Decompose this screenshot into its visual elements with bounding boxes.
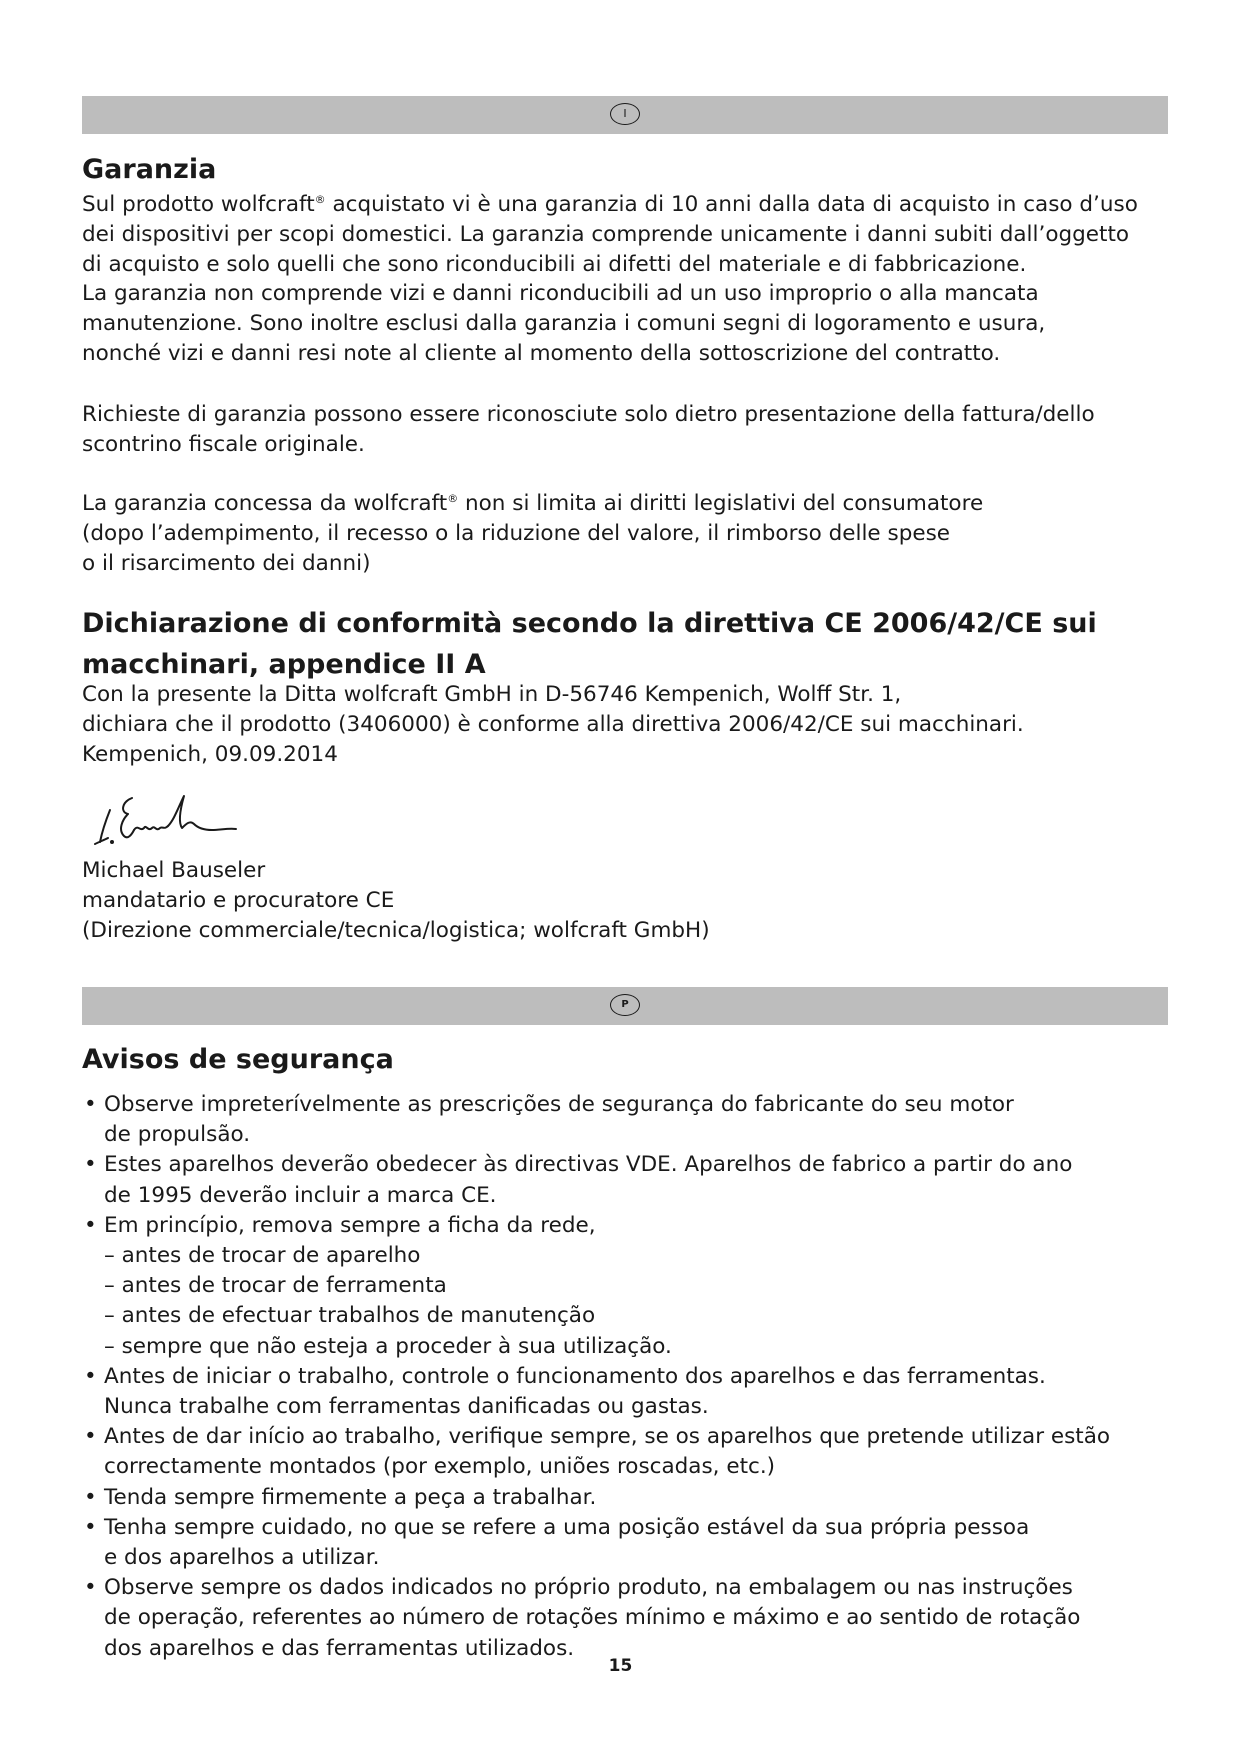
sub-item: – antes de efectuar trabalhos de manutenção	[104, 1303, 596, 1329]
list-item: • Antes de dar início ao trabalho, verifique sempre, se os aparelhos que pretende utilizar estão correctamente montados (por exemplo, uniões roscadas, etc.)	[84, 1424, 1111, 1480]
language-bar-italian	[82, 96, 1168, 134]
sub-item: – sempre que não esteja a proceder à sua utilização.	[104, 1333, 672, 1359]
warranty-paragraph-1	[82, 190, 1182, 369]
text-line: nonché vizi e danni resi note al cliente al momento della sottoscrizione del contratto.	[82, 340, 1001, 366]
text-line: Kempenich, 09.09.2014	[82, 741, 338, 767]
list-item: • Observe impreterívelmente as prescrições de segurança do fabricante do seu motor de propulsão.	[84, 1092, 1014, 1148]
warranty-paragraph-3	[82, 489, 1182, 578]
text-line: dei dispositivi per scopi domestici. La garanzia comprende unicamente i danni subiti dall’oggetto	[82, 221, 1130, 247]
text-line: scontrino fiscale originale.	[82, 431, 365, 457]
sub-item: – antes de trocar de ferramenta	[104, 1273, 447, 1299]
text-line: o il risarcimento dei danni)	[82, 550, 371, 576]
text-line: Richieste di garanzia possono essere riconosciute solo dietro presentazione della fattura/dello	[82, 402, 1095, 427]
safety-bullet-list	[82, 1090, 1182, 1664]
text-line: Con la presente la Ditta wolfcraft GmbH in D-56746 Kempenich, Wolff Str. 1,	[82, 682, 902, 707]
list-item: • Observe sempre os dados indicados no próprio produto, na embalagem ou nas instruções de operação, referentes ao número de rotações mínimo e máximo e ao sentido de rotação dos aparelhos e das ferramentas utilizados.	[84, 1575, 1081, 1661]
language-badge: P	[610, 994, 640, 1016]
signature-image	[92, 790, 242, 850]
list-item: • Antes de iniciar o trabalho, controle o funcionamento dos aparelhos e das ferramentas. Nunca trabalhe com ferramentas danificadas ou gastas.	[84, 1363, 1046, 1420]
language-badge: I	[610, 103, 640, 125]
text-line: di acquisto e solo quelli che sono riconducibili ai difetti del materiale e di fabbricazione.	[82, 251, 1027, 277]
warranty-paragraph-2	[82, 400, 1182, 460]
safety-title: Avisos de segurança	[82, 1044, 394, 1075]
text-line: (dopo l’adempimento, il recesso o la riduzione del valore, il rimborso delle spese	[82, 520, 950, 546]
signatory-role: mandatario e procuratore CE	[82, 887, 395, 913]
text-line: manutenzione. Sono inoltre esclusi dalla garanzia i comuni segni di logoramento e usura,	[82, 311, 1046, 337]
sub-item: – antes de trocar de aparelho	[104, 1243, 421, 1269]
text-line: La garanzia concessa da wolfcraft® non si limita ai diritti legislativi del consumatore	[82, 491, 984, 516]
text-line: dichiara che il prodotto (3406000) è conforme alla direttiva 2006/42/CE sui macchinari.	[82, 711, 1024, 737]
text-line: La garanzia non comprende vizi e danni riconducibili ad un uso improprio o alla mancata	[82, 281, 1039, 307]
conformity-title: Dichiarazione di conformità secondo la direttiva CE 2006/42/CE sui macchinari, appendice II A	[82, 608, 1097, 680]
list-item: • Tenda sempre firmemente a peça a trabalhar.	[84, 1484, 597, 1510]
signatory-name: Michael Bauseler	[82, 858, 266, 883]
list-item: • Estes aparelhos deverão obedecer às directivas VDE. Aparelhos de fabrico a partir do ano de 1995 deverão incluir a marca CE.	[84, 1152, 1073, 1208]
list-item: • Em princípio, remova sempre a ficha da rede, – antes de trocar de aparelho – antes de trocar de ferramenta – antes de efectuar trabalhos de manutenção – sempre que não esteja a proceder à sua utilização.	[82, 1211, 1182, 1362]
list-item: • Tenha sempre cuidado, no que se refere a uma posição estável da sua própria pessoa e dos aparelhos a utilizar.	[84, 1514, 1030, 1571]
language-bar-portuguese	[82, 987, 1168, 1025]
conformity-declaration	[82, 680, 1182, 769]
text-line: Sul prodotto wolfcraft® acquistato vi è una garanzia di 10 anni dalla data di acquisto in caso d’uso	[82, 192, 1138, 217]
signatory-block	[82, 856, 1182, 945]
page-number: 15	[608, 1656, 633, 1676]
warranty-title: Garanzia	[82, 154, 217, 185]
signatory-department: (Direzione commerciale/tecnica/logistica; wolfcraft GmbH)	[82, 917, 710, 943]
